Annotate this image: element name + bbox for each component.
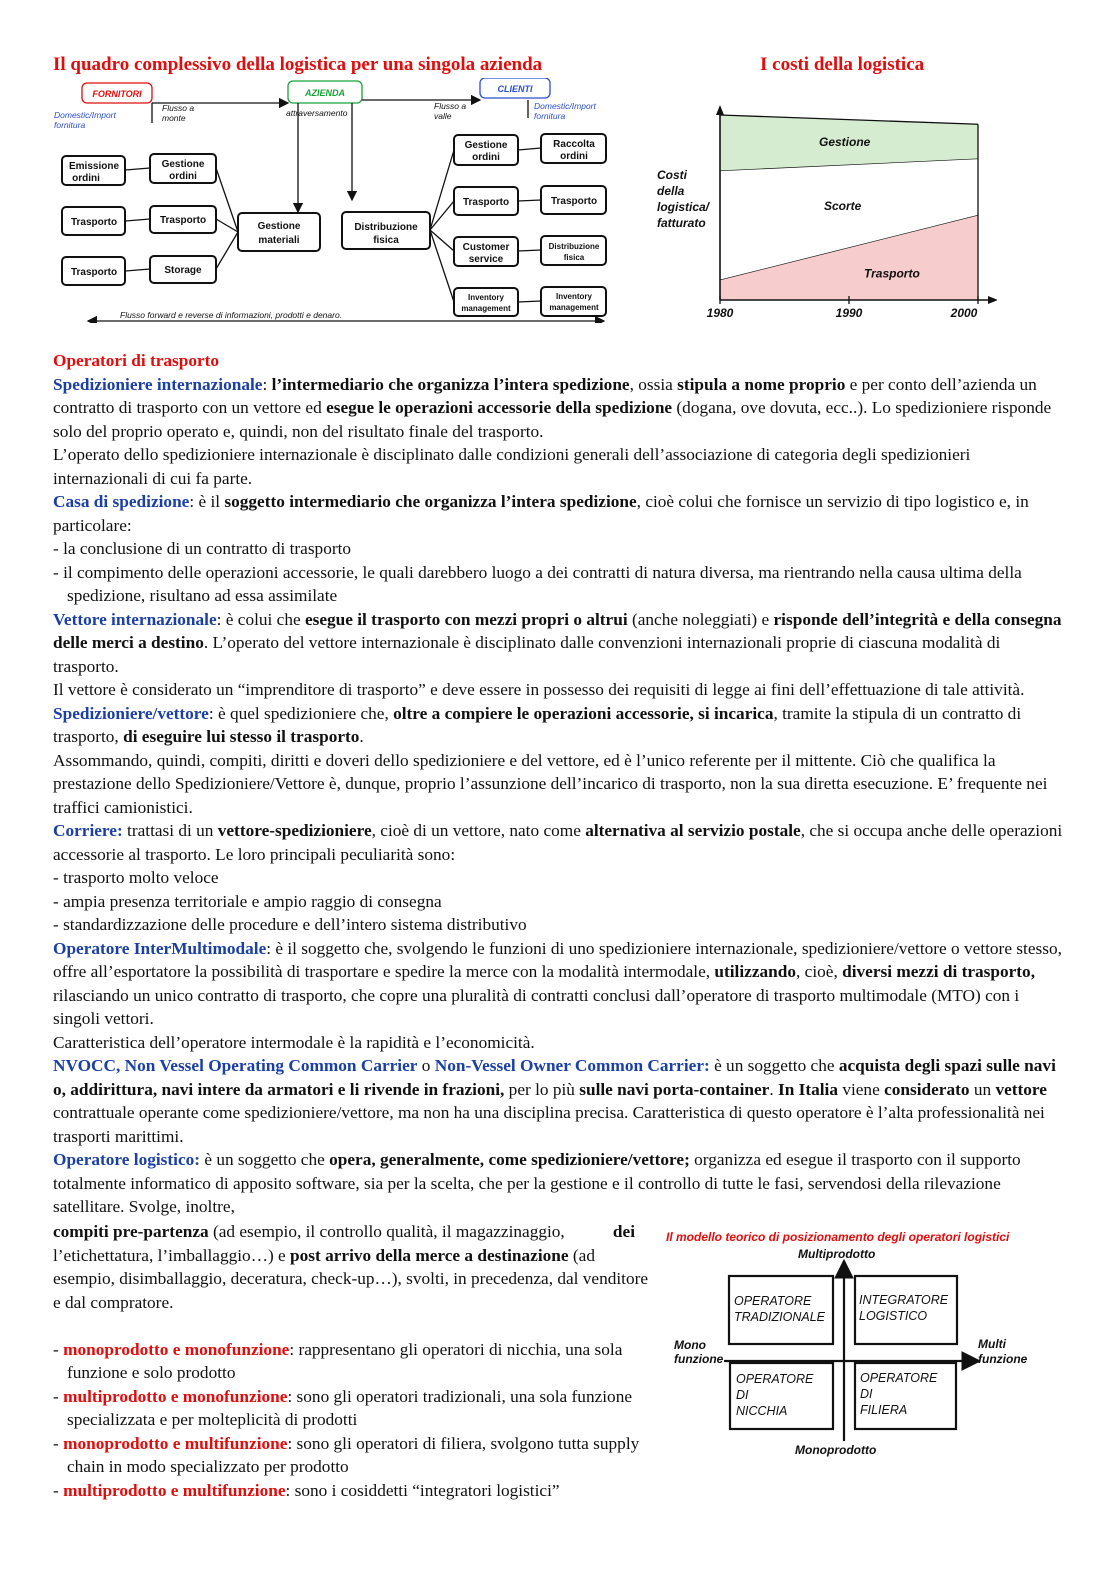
svg-text:monte: monte	[162, 113, 186, 123]
svg-text:management: management	[549, 303, 599, 312]
operators-text	[53, 349, 1063, 1219]
svg-text:Domestic/Import: Domestic/Import	[54, 110, 116, 120]
svg-text:Mono: Mono	[674, 1338, 706, 1352]
costs-title: I costi della logistica	[760, 54, 925, 75]
svg-text:fisica: fisica	[373, 235, 399, 246]
svg-text:Trasporto: Trasporto	[70, 267, 118, 278]
par-corriere: Corriere: trattasi di un vettore-spedizioniere, cioè di un vettore, nato come alternativa al servizio postale, che si occupa anche delle operazioni accessorie al trasporto. Le loro principali peculiarità sono:	[53, 821, 1063, 864]
x-axis-arrow	[988, 296, 997, 304]
par-sped-vettore-2: Assommando, quindi, compiti, diritti e doveri dello spedizioniere e del vettore, ed è l’unico referente per il mittente. Ciò che qualifica la prestazione dello Spedizioniere/Vettore è, dunque, proprio l’assunzione dell’incarico di trasporto, non la sua diretta esecuzione. E’ frequente nei traffici camionistici.	[53, 750, 1048, 817]
svg-text:Customer: Customer	[462, 242, 510, 253]
x-tick-label: 1990	[835, 306, 863, 320]
svg-text:valle: valle	[434, 111, 452, 121]
svg-text:fisica: fisica	[563, 253, 585, 262]
series-label: Gestione	[819, 135, 871, 150]
list-item: - monoprodotto e monofunzione: rappresentano gli operatori di nicchia, una sola funzione e solo prodotto	[53, 1339, 623, 1382]
diagram-title: Il quadro complessivo della logistica per una singola azienda	[53, 54, 543, 75]
par-intermodale-2: Caratteristica dell’operatore intermodale è la rapidità e l’economicità.	[53, 1032, 535, 1052]
par-spedizioniere-2: L’operato dello spedizioniere internazionale è disciplinato dalle condizioni generali dell’associazione di categoria degli spedizionieri internazionali di cui fa parte.	[53, 445, 971, 488]
list-item: - monoprodotto e multifunzione: sono gli operatori di filiera, svolgono tutta supply chain in modo specializzato per prodotto	[53, 1433, 640, 1476]
y-axis-label: Costi	[657, 168, 687, 182]
svg-text:INTEGRATORE: INTEGRATORE	[859, 1293, 949, 1307]
list-item: - multiprodotto e multifunzione: sono i cosiddetti “integratori logistici”	[53, 1480, 560, 1500]
list-item: - standardizzazione delle procedure e dell’intero sistema distributivo	[53, 915, 527, 934]
svg-text:Trasporto: Trasporto	[159, 215, 207, 226]
par-vettore-2: Il vettore è considerato un “imprenditore di trasporto” e deve essere in possesso dei requisiti di legge ai fini dell’effettuazione di tale attività.	[53, 680, 1025, 699]
operators-text-wrap	[53, 1221, 653, 1502]
svg-text:Inventory: Inventory	[467, 293, 505, 302]
svg-text:ordini: ordini	[560, 151, 588, 162]
operators-heading: Operatori di trasporto	[53, 351, 220, 370]
list-item: - ampia presenza territoriale e ampio raggio di consegna	[53, 891, 442, 911]
svg-text:Storage: Storage	[164, 265, 202, 276]
par-logistico-2: dei	[612, 1222, 635, 1241]
svg-text:Gestione: Gestione	[464, 140, 508, 151]
svg-text:OPERATORE: OPERATORE	[860, 1371, 938, 1385]
svg-text:Inventory: Inventory	[555, 292, 593, 301]
clienti-label: CLIENTI	[497, 84, 533, 94]
svg-text:Trasporto: Trasporto	[462, 197, 510, 208]
svg-text:Flusso a: Flusso a	[434, 101, 467, 111]
svg-text:materiali: materiali	[258, 235, 300, 246]
par-nvocc: NVOCC, Non Vessel Operating Common Carrier o Non-Vessel Owner Common Carrier: è un soggetto che acquista degli spazi sulle navi o, addirittura, navi intere da armatori e li rivende in frazioni, per lo più sulle navi porta-container. In Italia viene considerato un vettore contrattuale operante come spedizioniere/vettore, ma non ha una disciplina precisa. Caratteristica di questo operatore è l’alta professionalità nei trasporti marittimi.	[53, 1056, 1056, 1146]
list-item: - multiprodotto e monofunzione: sono gli operatori tradizionali, una sola funzione specializzata e per molteplicità di prodotti	[53, 1386, 633, 1429]
svg-text:ordini: ordini	[472, 152, 500, 163]
y-axis-label: fatturato	[657, 216, 706, 230]
y-axis-arrow	[716, 105, 724, 115]
par-intermodale: Operatore InterMultimodale: è il soggetto che, svolgendo le funzioni di uno spedizioniere internazionale, spedizioniere/vettore o vettore stesso, offre all’esportatore la possibilità di trasportare e spedire la merce con la modalità intermodale, utilizzando, cioè, diversi mezzi di trasporto, rilasciando un unico contratto di trasporto, che copre una pluralità di contratti conclusi dall’operatore di trasporto multimodale (MTO) con i singoli vettori.	[53, 938, 1062, 1028]
svg-text:OPERATORE: OPERATORE	[734, 1294, 812, 1308]
svg-text:management: management	[461, 304, 511, 313]
svg-text:funzione: funzione	[674, 1352, 724, 1366]
svg-text:ordini: ordini	[169, 171, 197, 182]
svg-text:Gestione: Gestione	[257, 221, 301, 232]
svg-text:Domestic/Import: Domestic/Import	[534, 101, 596, 111]
svg-text:funzione: funzione	[978, 1352, 1028, 1366]
par-logistico-3: compiti pre-partenza (ad esempio, il controllo qualità, il magazzinaggio, l’etichettatura, l’imballaggio…) e post arrivo della merce a destinazione (ad esempio, disimballaggio, deceratura, check-up…), svolti, in precedenza, dal venditore e dal compratore.	[53, 1222, 649, 1312]
svg-text:Distribuzione: Distribuzione	[354, 222, 418, 233]
azienda-label: AZIENDA	[305, 88, 345, 98]
svg-text:fornitura: fornitura	[534, 111, 566, 121]
svg-text:Emissione: Emissione	[68, 161, 120, 172]
list-item: - la conclusione di un contratto di trasporto	[53, 539, 352, 558]
svg-text:DI: DI	[860, 1387, 873, 1401]
svg-text:Distribuzione: Distribuzione	[548, 242, 600, 251]
logistics-diagram	[52, 78, 622, 323]
fornitori-label: FORNITORI	[92, 89, 142, 99]
par-spedizioniere: Spedizioniere internazionale: l’intermediario che organizza l’intera spedizione, ossia stipula a nome proprio e per conto dell’azienda un contratto di trasporto con un vettore ed esegue le operazioni accessorie della spedizione (dogana, ove dovuta, ecc..). Lo spedizioniere risponde solo del proprio operato e, quindi, non del risultato finale del trasporto.	[53, 374, 1052, 441]
svg-text:LOGISTICO: LOGISTICO	[859, 1309, 928, 1323]
y-axis-label: logistica/	[657, 200, 710, 214]
list-item: - il compimento delle operazioni accessorie, le quali darebbero luogo a dei contratti di natura diversa, ma rientrando nella causa ultima della spedizione, risultano ad essa assimilate	[53, 562, 1022, 605]
y-axis-label: della	[657, 184, 685, 198]
svg-text:DI: DI	[736, 1388, 749, 1402]
svg-text:Raccolta: Raccolta	[553, 139, 595, 150]
par-logistico: Operatore logistico: è un soggetto che opera, generalmente, come spedizioniere/vettore; organizza ed esegue il trasporto con il supporto totalmente informatico di apposito software, sia per la scelta, che per la gestione e il controllo di tutte le fasi, servendosi della rilevazione satellitare. Svolge, inoltre,	[53, 1150, 1021, 1216]
svg-text:ordini: ordini	[72, 173, 100, 184]
par-casa: Casa di spedizione: è il soggetto intermediario che organizza l’intera spedizione, cioè colui che fornisce un servizio di tipo logistico e, in particolare:	[53, 492, 1029, 535]
svg-text:Monoprodotto: Monoprodotto	[795, 1443, 877, 1457]
svg-text:Trasporto: Trasporto	[550, 196, 598, 207]
par-vettore: Vettore internazionale: è colui che esegue il trasporto con mezzi propri o altrui (anche noleggiati) e risponde dell’integrità e della consegna delle merci a destino. L’operato del vettore internazionale è disciplinato dalle convenzioni internazionali proprie di ciascuna modalità di trasporto.	[53, 609, 1062, 676]
svg-text:FILIERA: FILIERA	[860, 1403, 908, 1417]
svg-text:Flusso a: Flusso a	[162, 103, 195, 113]
positioning-model-diagram	[664, 1226, 1064, 1461]
svg-text:Multi: Multi	[978, 1337, 1006, 1351]
svg-text:Trasporto: Trasporto	[70, 217, 118, 228]
x-tick-label: 1980	[706, 306, 734, 320]
list-item: - trasporto molto veloce	[53, 868, 219, 887]
svg-text:OPERATORE: OPERATORE	[736, 1372, 814, 1386]
series-label: Trasporto	[864, 266, 920, 281]
svg-text:Multiprodotto: Multiprodotto	[798, 1247, 876, 1261]
par-sped-vettore: Spedizioniere/vettore: è quel spedizioniere che, oltre a compiere le operazioni accessorie, si incarica, tramite la stipula di un contratto di trasporto, di eseguire lui stesso il trasporto.	[53, 703, 1022, 746]
svg-text:fornitura: fornitura	[54, 120, 86, 130]
svg-text:Gestione: Gestione	[161, 159, 205, 170]
costs-chart	[652, 105, 997, 325]
x-tick-label: 2000	[950, 306, 978, 320]
svg-text:TRADIZIONALE: TRADIZIONALE	[734, 1310, 825, 1324]
svg-text:service: service	[468, 254, 504, 265]
model-title: Il modello teorico di posizionamento degli operatori logistici	[666, 1230, 1010, 1244]
svg-text:attraversamento: attraversamento	[286, 108, 348, 118]
svg-text:Flusso forward e reverse di in: Flusso forward e reverse di informazioni, prodotti e denaro.	[120, 310, 343, 320]
svg-text:NICCHIA: NICCHIA	[736, 1404, 788, 1418]
series-label: Scorte	[824, 198, 862, 213]
